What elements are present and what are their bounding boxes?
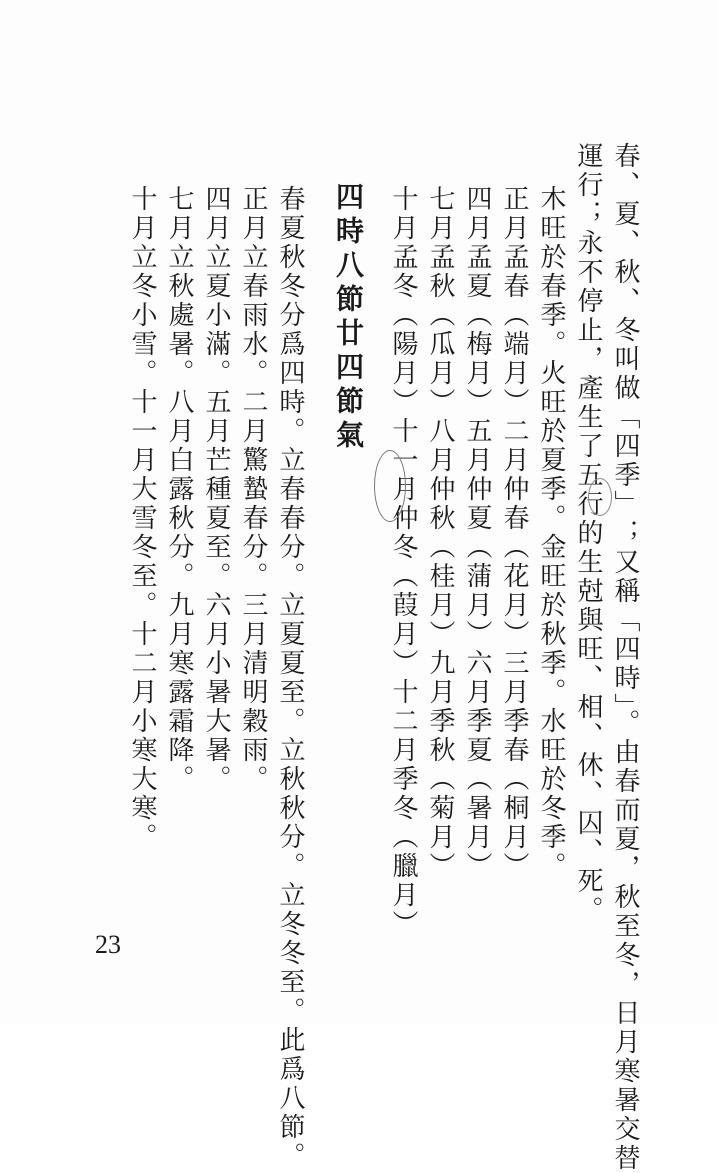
section-column-4: 七月立秋處暑。八月白露秋分。九月寒露霜降。 [164, 185, 194, 794]
text-column-6: 七月孟秋（瓜月）八月仲秋（桂月）九月季秋（菊月） [425, 185, 455, 881]
section-column-2: 正月立春雨水。二月驚蟄春分。三月清明穀雨。 [238, 185, 268, 794]
page-number: 23 [95, 930, 121, 959]
text-column-1: 春、夏、秋、冬叫做「四季」；又稱「四時」。由春而夏，秋至冬，日月寒暑交替 [610, 142, 640, 1173]
pencil-circle-mark [374, 450, 406, 522]
text-column-7: 十月孟冬（陽月）十一月仲冬（葭月）十二月季冬（臘月） [388, 185, 418, 939]
text-column-4: 正月孟春（端月）二月仲春（花月）三月季春（桐月） [499, 185, 529, 881]
text-column-2: 運行；永不停止，產生了五行的生尅與旺、相、休、囚、死。 [573, 142, 603, 925]
section-heading: 四時八節廿四節氣 [332, 182, 365, 454]
text-column-3: 木旺於春季。火旺於夏季。金旺於秋季。水旺於冬季。 [536, 185, 566, 881]
pencil-circle-mark-small [588, 478, 612, 516]
section-column-5: 十月立冬小雪。十一月大雪冬至。十二月小寒大寒。 [127, 185, 157, 852]
section-column-1: 春夏秋冬分爲四時。立春春分。立夏夏至。立秋秋分。立冬冬至。此爲八節。 [275, 185, 305, 1171]
section-column-3: 四月立夏小滿。五月芒種夏至。六月小暑大暑。 [201, 185, 231, 794]
text-column-5: 四月孟夏（梅月）五月仲夏（蒲月）六月季夏（暑月） [462, 185, 492, 881]
